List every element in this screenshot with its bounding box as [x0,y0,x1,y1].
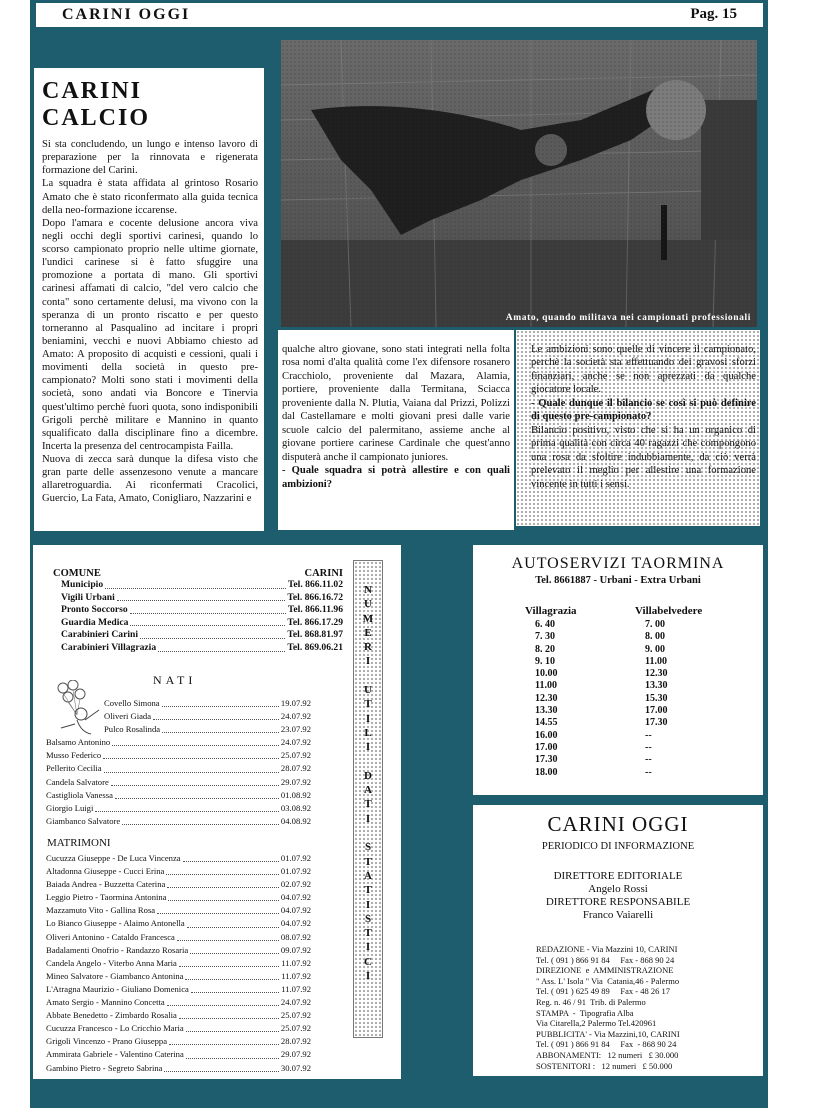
vertical-letter [354,826,382,840]
departure-villabelvedere: -- [645,741,652,753]
birth-name: Giorgio Luigi [46,802,94,813]
timetable-row [535,619,715,631]
birth-date: 24.07.92 [280,737,311,748]
marriage-date: 01.07.92 [280,866,311,877]
leader-dots [166,865,279,875]
phone-service-name: Vigili Urbani [61,591,115,603]
marriage-names: Abbate Benedetto - Zimbardo Rosalia [46,1010,177,1021]
vertical-letter: U [364,684,372,697]
page-header [36,3,763,27]
departure-villagrazia: 6. 40 [535,619,555,630]
article-paragraph-2: La squadra è stata affidata al grintoso Rosario Amato che è stato riconfermato alla guida tecnica della neo-formazione iccarense. [42,178,258,216]
vertical-letter [354,755,382,769]
births-list [46,697,311,828]
leader-dots [191,983,279,993]
departure-villagrazia: 17.30 [535,754,558,766]
departure-villagrazia: 16.00 [535,729,558,741]
marriage-names: Leggio Pietro - Taormina Antonina [46,892,167,903]
departure-villabelvedere: 8. 00 [645,631,665,643]
timetable-row [535,742,715,754]
vertical-letter: T [364,884,372,897]
matrimoni-heading: MATRIMONI [47,837,111,849]
phone-number: Tel. 868.81.97 [287,629,343,641]
article-paragraph-6: Le ambizioni sono quelle di vincere il campionato, perchè la società sta effettuando dei gravosi sforzi finanziari, anche se non aprezzati da qualche giocatore locale. [531,344,756,396]
phone-service-name: Carabinieri Carini [61,629,139,641]
article-column-left [34,68,264,531]
leader-dots [164,1062,278,1072]
article-column-right [516,330,760,526]
birth-row [46,802,311,815]
birth-row [46,723,311,736]
marriage-row [46,852,311,865]
leader-dots [117,592,286,602]
vertical-letter: M [362,612,374,625]
marriage-names: L'Atragna Maurizio - Giuliano Domenica [46,983,189,994]
timetable-row [535,767,715,779]
contact-line: DIREZIONE e AMMINISTRAZIONE [536,965,674,976]
marriage-date: 25.07.92 [280,1010,311,1021]
marriage-date: 02.07.92 [280,879,311,890]
vertical-letter: T [364,855,372,868]
leader-dots [153,710,279,720]
marriage-row [46,878,311,891]
marriage-row [46,891,311,904]
leader-dots [179,1009,279,1019]
marriage-row [46,996,311,1009]
article-question-1: - Quale squadra si potrà allestire e con quali ambizioni? [282,465,510,490]
marriage-row [46,983,311,996]
phone-row [61,629,343,642]
publication-title: CARINI OGGI [62,6,191,23]
marriage-date: 01.07.92 [280,853,311,863]
marriage-date: 11.07.92 [281,983,311,994]
article-column-middle [278,330,514,530]
marriage-row [46,957,311,970]
leader-dots [162,723,279,733]
departure-villagrazia: 12.30 [535,692,558,704]
marriage-row [46,865,311,878]
bus-company-name: AUTOSERVIZI TAORMINA [511,555,725,572]
masthead-contacts [536,944,756,1071]
departure-villagrazia: 18.00 [535,766,558,778]
marriage-names: Cucuzza Giuseppe - De Luca Vincenza [46,853,181,863]
marriage-date: 08.07.92 [280,931,311,942]
birth-date: 01.08.92 [280,789,311,800]
marriage-date: 29.07.92 [280,1049,311,1060]
departure-villabelvedere: 9. 00 [645,643,665,655]
departure-villagrazia: 8. 20 [535,643,555,655]
birth-row [46,776,311,789]
vertical-letter: A [364,869,372,882]
vertical-letter: T [364,927,372,940]
marriage-names: Altadonna Giuseppe - Cucci Erina [46,866,165,877]
marriage-date: 25.07.92 [280,1023,311,1034]
marriage-date: 04.07.92 [280,918,311,929]
departure-villabelvedere: -- [645,729,652,741]
marriage-date: 28.07.92 [280,1036,311,1047]
masthead-title: CARINI OGGI [547,812,689,836]
leader-dots [167,878,279,888]
birth-date: 23.07.92 [280,724,311,735]
vertical-letter: U [364,598,372,611]
article-paragraph-7: Bilancio positivo, visto che si ha un organico di prima qualità con circa 40 ragazzi che compongono una rosa da sfoltire indubbiamente, da ciò verrà prelevato il meglio per allestire una formazione vincente in tutti i sensi. [531,424,756,490]
marriage-row [46,904,311,917]
photo-image [281,40,757,327]
from-villabelvedere-header: Villabelvedere [635,605,703,617]
vertical-letter: I [365,741,371,754]
leader-dots [122,815,279,825]
birth-row [46,697,311,710]
birth-date: 28.07.92 [280,763,311,774]
marriage-names: Cucuzza Francesco - Lo Cricchio Maria [46,1023,184,1034]
departure-villagrazia: 10.00 [535,668,558,680]
article-paragraph-5: qualche altro giovane, sono stati integrati nella folta rosa nomi d'alta qualità come l'ex difensore rosanero Cracchiolo, proveniente dal Mazara, Alamia, portiere, proveniente dalla Termitana, Sciacca proveniente dalla N. Plutia, Vaiana dal Prizzi, Polizzi dal Castellamare e molti giovani presi dalle varie scuole calcio del palermitano, assieme anche al giovane portiere carinese Cardinale che quest'anno disputerà anche il campionato juniores. [282,344,510,463]
birth-date: 04.08.92 [280,815,311,826]
timetable-row [535,631,715,643]
leader-dots [169,1035,279,1045]
contact-line: SOSTENITORI : 12 numeri £ 50.000 [536,1060,673,1071]
marriage-row [46,1009,311,1022]
vertical-letter: T [364,698,372,711]
departure-villagrazia: 14.55 [535,717,558,729]
bus-contact: Tel. 8661887 - Urbani - Extra Urbani [535,575,701,586]
leader-dots [105,579,286,589]
vertical-letter: R [364,641,372,654]
birth-name: Covello Simona [104,698,160,708]
vertical-letter: S [364,841,372,854]
birth-date: 03.08.92 [280,802,311,813]
departure-villagrazia: 7. 30 [535,631,555,643]
vertical-letter: S [364,912,372,925]
leader-dots [157,904,279,914]
leader-dots [186,1048,279,1058]
phone-service-name: Guardia Medica [61,616,129,628]
marriage-date: 11.07.92 [281,957,311,968]
contact-line: Tel. ( 091 ) 625 49 89 Fax - 48 26 17 [536,986,670,997]
leader-dots [115,789,279,799]
departure-villabelvedere: 15.30 [645,692,668,704]
stats-box [33,545,401,1079]
marriage-date: 30.07.92 [280,1062,311,1073]
departure-villabelvedere: -- [645,766,652,778]
leader-dots [162,697,279,707]
birth-row [46,749,311,762]
timetable-row [535,668,715,680]
leader-dots [158,642,285,652]
timetable-row [535,680,715,692]
leader-dots [185,970,279,980]
leader-dots [177,931,279,941]
marriage-names: Oliveri Antonino - Cataldo Francesca [46,931,175,942]
departure-villagrazia: 9. 10 [535,655,555,667]
birth-date: 29.07.92 [280,776,311,787]
marriage-names: Gambino Pietro - Segreto Sabrina [46,1062,163,1073]
departure-villabelvedere: 7. 00 [645,619,665,630]
phone-row [61,617,343,630]
nati-heading: NATI [153,673,197,687]
marriage-row [46,931,311,944]
marriage-date: 24.07.92 [280,997,311,1008]
marriage-row [46,917,311,930]
comune-section [53,568,343,655]
phone-row [61,604,343,617]
article-paragraph-4: Nuova di zecca sarà dunque la difesa visto che gran parte delle assenzesono venute a mancare allaretroguardia. Ai riconfermati Cracolici, Guercio, La Fata, Amato, Conigliaro, Nazzarini e [42,454,258,505]
departure-villabelvedere: 17.00 [645,705,668,717]
marriage-date: 09.07.92 [280,944,311,955]
marriage-date: 11.07.92 [281,970,311,981]
birth-name: Giambanco Salvatore [46,815,121,826]
birth-name: Musso Federico [46,750,102,761]
vertical-letter [354,669,382,683]
vertical-letter: I [365,655,371,668]
marriage-row [46,970,311,983]
article-paragraph-3: Dopo l'amara e cocente delusione ancora viva negli occhi degli sportivi carinesi, quando lo scorso campionato proprio nelle ultime giornate, l'undici carinese si è fatto sfuggire una promozione a portata di mano. Gli sportivi carinesi affamati di calcio, "del vero calcio che conta" sono certamente delusi, ma vivono con la speranza di un pronto riscatto e per questo torneranno al Pasqualino ad incitare i propri beniamini, vecchi e nuovi Abbiamo chiesto ad Amato: A proposito di acquisti e cessioni, quali i movimenti della società in questo pre-campionato? Molti sono stati i movimenti della società, sono andati via Boncore e Tinervia quest'ultimo perchè fuori quota, sono indisponibili Grigoli perchè militare e Mannino in quanto squalificato dalla disciplinare fino a dicembre. Incerta la presenza del centrocampista Failla. [42,217,258,452]
bus-timetable [473,545,763,795]
article-title: CARINI CALCIO [42,78,151,131]
birth-date: 24.07.92 [280,711,311,722]
contact-line: Via Citarella,2 Palermo Tel.420961 [536,1018,657,1029]
departure-villabelvedere: 13.30 [645,680,668,692]
phone-service-name: Municipio [61,579,104,590]
vertical-letter: I [365,941,371,954]
marriages-list [46,852,311,1075]
vertical-letter: I [365,712,371,725]
marriage-row [46,1048,311,1061]
marriage-names: Lo Bianco Giuseppe - Alaimo Antonella [46,918,185,929]
marriage-row [46,1062,311,1075]
phone-list [53,579,343,655]
birth-name: Balsamo Antonino [46,737,111,748]
birth-date: 25.07.92 [280,750,311,761]
vertical-banner [353,560,383,1038]
departure-villabelvedere: 12.30 [645,668,668,680]
vertical-letter: C [364,955,372,968]
contact-line: Tel. ( 091 ) 866 91 84 Fax - 868 90 24 [536,954,675,965]
marriage-row [46,1022,311,1035]
phone-number: Tel. 866.17.29 [287,616,343,628]
marriage-row [46,1035,311,1048]
from-villagrazia-header: Villagrazia [525,605,577,617]
marriage-names: Ammirata Gabriele - Valentino Caterina [46,1049,184,1060]
vertical-letter: I [365,812,371,825]
photo-caption: Amato, quando militava nei campionati professionali [505,313,751,323]
marriage-names: Candela Angelo - Viterbo Anna Maria [46,957,177,968]
marriage-names: Amato Sergio - Mannino Concetta [46,997,165,1008]
contact-line: " Ass. L' Isola " Via Catania,46 - Palermo [536,975,680,986]
birth-row [46,815,311,828]
comune-header: COMUNE CARINI [53,568,343,579]
marriage-date: 04.07.92 [280,905,311,916]
vertical-letter: E [364,626,372,639]
masthead-subtitle: PERIODICO DI INFORMAZIONE [541,841,695,852]
timetable-row [535,754,715,766]
marriage-date: 04.07.92 [280,892,311,903]
birth-row [46,736,311,749]
leader-dots [140,629,285,639]
leader-dots [167,996,279,1006]
birth-name: Pellerito Cecilia [46,763,102,774]
leader-dots [130,604,286,614]
contact-line: ABBONAMENTI: 12 numeri £ 30.000 [536,1049,679,1060]
phone-service-name: Pronto Soccorso [61,604,128,616]
departure-villagrazia: 13.30 [535,705,558,717]
departure-villagrazia: 11.00 [535,680,557,692]
timetable-row [535,693,715,705]
timetable-row [535,730,715,742]
birth-name: Castigliola Vanessa [46,789,113,800]
birth-row [46,710,311,723]
birth-row [46,789,311,802]
birth-name: Candela Salvatore [46,776,109,787]
departure-villagrazia: 17.00 [535,741,558,753]
vertical-letter: I [365,898,371,911]
phone-number: Tel. 866.11.96 [287,604,343,616]
contact-line: PUBBLICITA' - Via Mazzini,10, CARINI [536,1028,680,1039]
marriage-names: Baiada Andrea - Buzzetta Caterina [46,879,166,890]
marriage-row [46,944,311,957]
phone-row [61,642,343,655]
leader-dots [103,749,279,759]
leader-dots [130,617,285,627]
vertical-banner-text [354,583,382,983]
phone-row [61,579,343,592]
departure-villabelvedere: 11.00 [645,655,667,667]
article-paragraph-1: Si sta concludendo, un lungo e intenso lavoro di preparazione per la rinnovata e rigenerata formazione del Carini. [42,139,258,177]
timetable-row [535,705,715,717]
article-question-2: - Quale dunque il bilancio se così si può definire di questo pre-campionato? [531,397,756,423]
departure-villabelvedere: 17.30 [645,717,668,729]
contact-line: Tel. ( 091 ) 866 91 84 Fax - 868 90 24 [536,1039,677,1050]
birth-name: Oliveri Giada [104,711,152,722]
timetable-row [535,717,715,729]
leader-dots [190,944,279,954]
page-number: Pag. 15 [690,6,737,22]
phone-number: Tel. 866.11.02 [287,579,343,590]
masthead-box [473,805,763,1076]
birth-row [46,762,311,775]
timetable-row [535,644,715,656]
masthead-directors: DIRETTORE EDITORIALE Angelo Rossi DIRETTORE RESPONSABILE Franco Vaiarelli [545,870,691,921]
phone-number: Tel. 866.16.72 [287,591,343,603]
departure-villabelvedere: -- [645,754,652,766]
leader-dots [104,762,279,772]
leader-dots [95,802,279,812]
contact-line: STAMPA - Tipografia Alba [536,1007,634,1018]
vertical-letter: A [364,784,372,797]
leader-dots [168,891,278,901]
vertical-letter: I [365,970,371,983]
leader-dots [179,957,279,967]
leader-dots [187,917,279,927]
contact-line: REDAZIONE - Via Mazzini 10, CARINI [536,944,678,954]
vertical-letter: N [364,584,372,596]
vertical-letter: D [364,769,372,782]
contact-line: Reg. n. 46 / 91 Trib. di Palermo [536,996,646,1007]
phone-row [61,592,343,605]
phone-service-name: Carabinieri Villagrazia [61,641,157,653]
times-table [535,619,715,779]
marriage-names: Mineo Salvatore - Giambanco Antonina [46,970,184,981]
leader-dots [111,776,279,786]
birth-date: 19.07.92 [280,698,311,708]
leader-dots [186,1022,279,1032]
vertical-letter: L [364,726,372,739]
marriage-names: Grigoli Vincenzo - Prano Giuseppa [46,1036,168,1047]
vertical-letter: T [364,798,372,811]
marriage-names: Badalamenti Onofrio - Randazzo Rosaria [46,944,189,955]
birth-name: Pulco Rosalinda [104,724,161,735]
marriage-names: Mazzamuto Vito - Gallina Rosa [46,905,156,916]
leader-dots [112,736,279,746]
leader-dots [183,852,279,862]
photo-goalkeeper [281,40,757,327]
phone-number: Tel. 869.06.21 [287,641,343,653]
timetable-row [535,656,715,668]
